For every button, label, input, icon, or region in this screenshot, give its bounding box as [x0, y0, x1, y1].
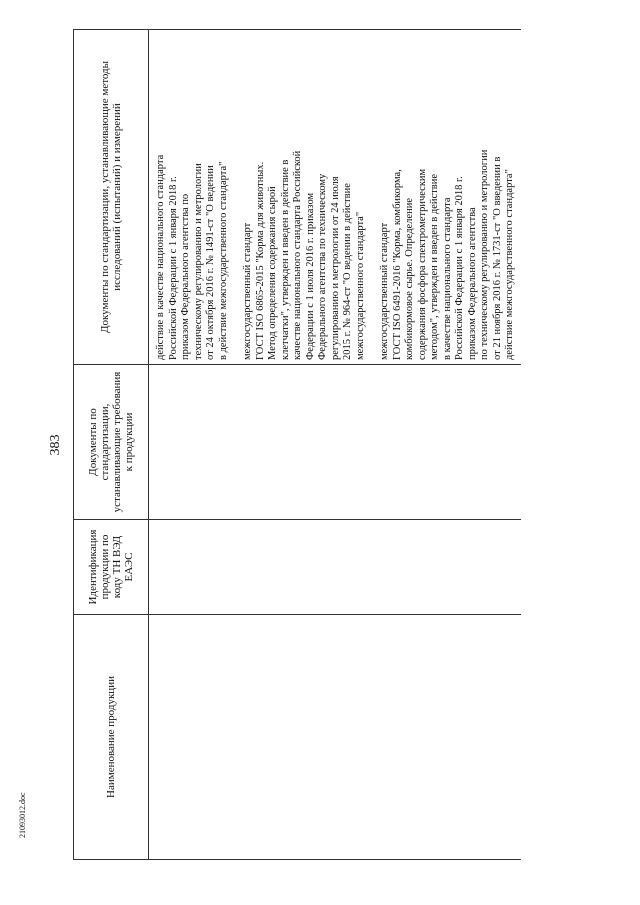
entry-line: ГОСТ ISO 6491-2016 "Корма, комбикорма,	[391, 169, 403, 360]
table-header-row	[74, 30, 149, 860]
entry-line: межгосударственный стандарт	[242, 222, 253, 360]
standard-entry	[242, 34, 367, 360]
standard-entry	[155, 34, 230, 360]
entry-line: качестве национального стандарта Российской	[292, 150, 303, 360]
entry-line: действие межгосударственного стандарта"	[504, 169, 515, 360]
standards-table	[73, 29, 521, 860]
entry-line: техническому регулированию и метрологии	[192, 163, 204, 360]
entry-line: Российской Федерации с 1 января 2018 г.	[454, 176, 465, 360]
entry-line: регулированию и метрологии от 24 июля	[329, 176, 341, 360]
entry-line: в качестве национального стандарта	[441, 197, 453, 360]
entry-line: в действие межгосударственного стандарта"	[217, 161, 229, 360]
header-method-docs: Документы по стандартизации, устанавливающие методы исследований (испытаний) и измерений	[74, 30, 149, 365]
entry-line: от 24 октября 2016 г. № 1491-ст "О ведении	[205, 165, 216, 360]
entry-line: межгосударственного стандарта"	[354, 211, 366, 360]
footer-filename: 21093012.doc	[18, 792, 27, 838]
entry-line: комбикормовое сырье. Определение	[404, 197, 415, 360]
entry-line: по техническому регулированию и метрологии	[479, 149, 490, 360]
entry-line: действие в качестве национального стандарта	[155, 154, 166, 360]
cell-method-docs	[149, 30, 522, 365]
entry-line: методом", утвержден и введен в действие	[429, 174, 440, 360]
entry-line: Федерального агентства по техническому	[317, 173, 328, 360]
page-number: 383	[48, 434, 63, 456]
entry-line: содержания фосфора спектрометрическим	[416, 168, 428, 360]
rotated-page	[48, 30, 518, 860]
standard-entry	[379, 34, 517, 360]
header-product-name: Наименование продукции	[74, 615, 149, 860]
entry-line: межгосударственный стандарт	[379, 222, 390, 360]
table-row	[149, 30, 522, 860]
cell-requirement-docs	[149, 365, 522, 520]
entry-line: ГОСТ ISO 6865-2015 "Корма для животных.	[254, 161, 266, 360]
entry-line: 2015 г. № 964-ст "О ведении в действие	[342, 183, 353, 360]
entry-line: Российской Федерации с 1 января 2018 г.	[167, 176, 179, 360]
header-tnved-code: Идентификация продукции по коду ТН ВЭД ЕАЭС	[74, 520, 149, 615]
cell-tnved-code	[149, 520, 522, 615]
entry-line: от 21 ноября 2016 г. № 1731-ст "О введении в	[491, 156, 503, 360]
header-requirement-docs: Документы по стандартизации, устанавливающие требования к продукции	[74, 365, 149, 520]
entry-line: приказом Федерального агентства по	[180, 193, 191, 360]
entry-line: Метод определения содержания сырой	[267, 186, 278, 360]
entry-line: клетчатки", утвержден и введен в действие в	[279, 159, 291, 360]
cell-product-name	[149, 615, 522, 860]
entry-line: приказом Федерального агентства	[466, 207, 478, 360]
entry-line: Федерации с 1 июля 2016 г. приказом	[304, 192, 316, 360]
